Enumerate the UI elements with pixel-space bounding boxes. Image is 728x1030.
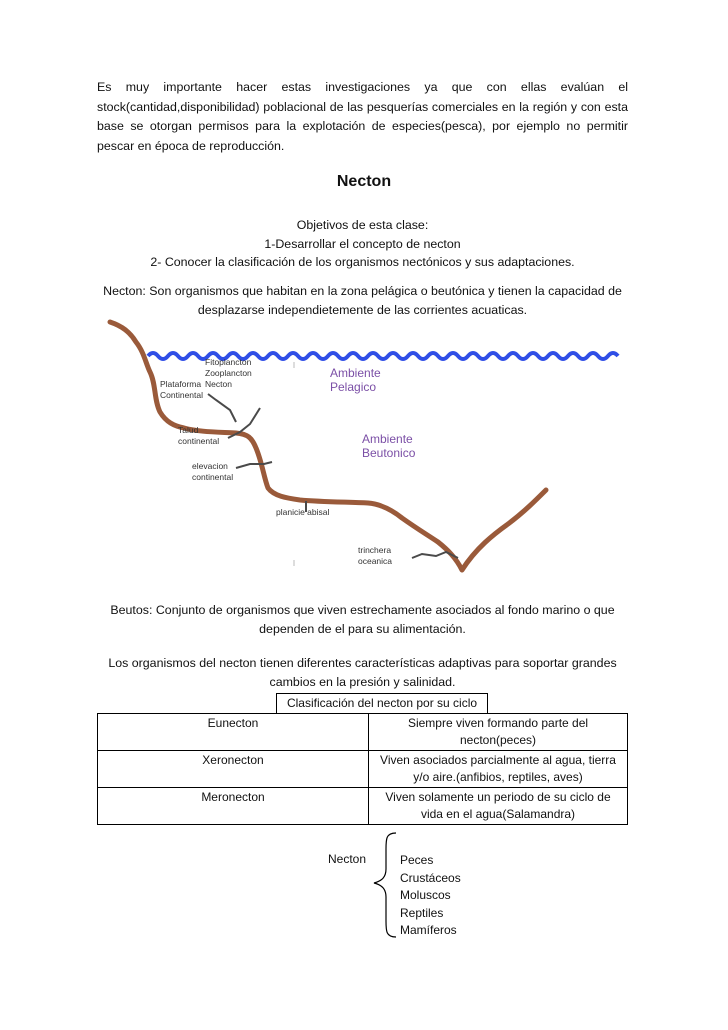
- elevacion-label: elevacion continental: [192, 461, 234, 482]
- table-cell-desc: Viven solamente un periodo de su ciclo de vida en el agua(Salamandra): [369, 788, 628, 825]
- list-item: Reptiles: [400, 905, 444, 920]
- pointer-elevacion: [236, 462, 272, 468]
- table-cell-name: Eunecton: [98, 714, 369, 751]
- pelagic-zone-label: Ambiente Pelagico: [330, 366, 381, 394]
- list-item: Mamíferos: [400, 923, 457, 938]
- plankton-label: Fitoplancton Zooplancton Necton: [205, 357, 252, 389]
- adaptations-paragraph: Los organismos del necton tienen diferentes características adaptivas para soportar grandes cambios en la presión y salinidad.: [108, 656, 617, 689]
- table-row: [98, 751, 628, 788]
- intro-paragraph: Es muy importante hacer estas investigaciones ya que con ellas evalúan el stock(cantidad,disponibilidad) poblacional de las pesquerías comerciales en la región y con esta base se otorgan permisos para la explotación de especies(pesca), por ejemplo no permitir pescar en época de reproducción.: [97, 80, 628, 153]
- curly-brace-icon: [366, 829, 402, 941]
- pointer-plataforma: [208, 394, 236, 422]
- section-title: Necton: [336, 173, 392, 190]
- objectives-block: [97, 216, 628, 272]
- necton-definition: Necton: Son organismos que habitan en la zona pelágica o beutónica y tienen la capacidad de desplazarse independietemente de las corrientes acuaticas.: [103, 284, 622, 317]
- table-cell-name: Xeronecton: [98, 751, 369, 788]
- objective-item: 2- Conocer la clasificación de los organismos nectónicos y sus adaptaciones.: [150, 255, 575, 269]
- benthos-definition: Beutos: Conjunto de organismos que viven estrechamente asociados al fondo marino o que dependen de el para su alimentación.: [110, 603, 615, 636]
- table-cell-desc: Siempre viven formando parte del necton(peces): [369, 714, 628, 751]
- planicie-label: planicie abisal: [276, 507, 330, 517]
- table-row: [98, 788, 628, 825]
- table-row: [98, 714, 628, 751]
- groups-root-label: Necton: [328, 852, 367, 866]
- plataforma-label: Plataforma Continental: [160, 379, 204, 400]
- list-item: Moluscos: [400, 888, 451, 903]
- objective-item: 1-Desarrollar el concepto de necton: [264, 236, 461, 251]
- ocean-zones-svg: [100, 312, 640, 582]
- table-caption: Clasificación del necton por su ciclo: [276, 693, 488, 714]
- benthic-zone-label: Ambiente Beutonico: [362, 432, 416, 460]
- list-item: Crustáceos: [400, 870, 461, 885]
- groups-list: [400, 852, 461, 940]
- list-item: Peces: [400, 853, 434, 867]
- talud-label: Talud continental: [178, 425, 220, 446]
- trinchera-label: trinchera oceanica: [358, 545, 393, 566]
- ocean-zones-diagram: [100, 312, 640, 582]
- classification-table: [97, 713, 628, 825]
- table-cell-desc: Viven asociados parcialmente al agua, tierra y/o aire.(anfibios, reptiles, aves): [369, 751, 628, 788]
- table-cell-name: Meronecton: [98, 788, 369, 825]
- objectives-heading: Objetivos de esta clase:: [296, 218, 429, 232]
